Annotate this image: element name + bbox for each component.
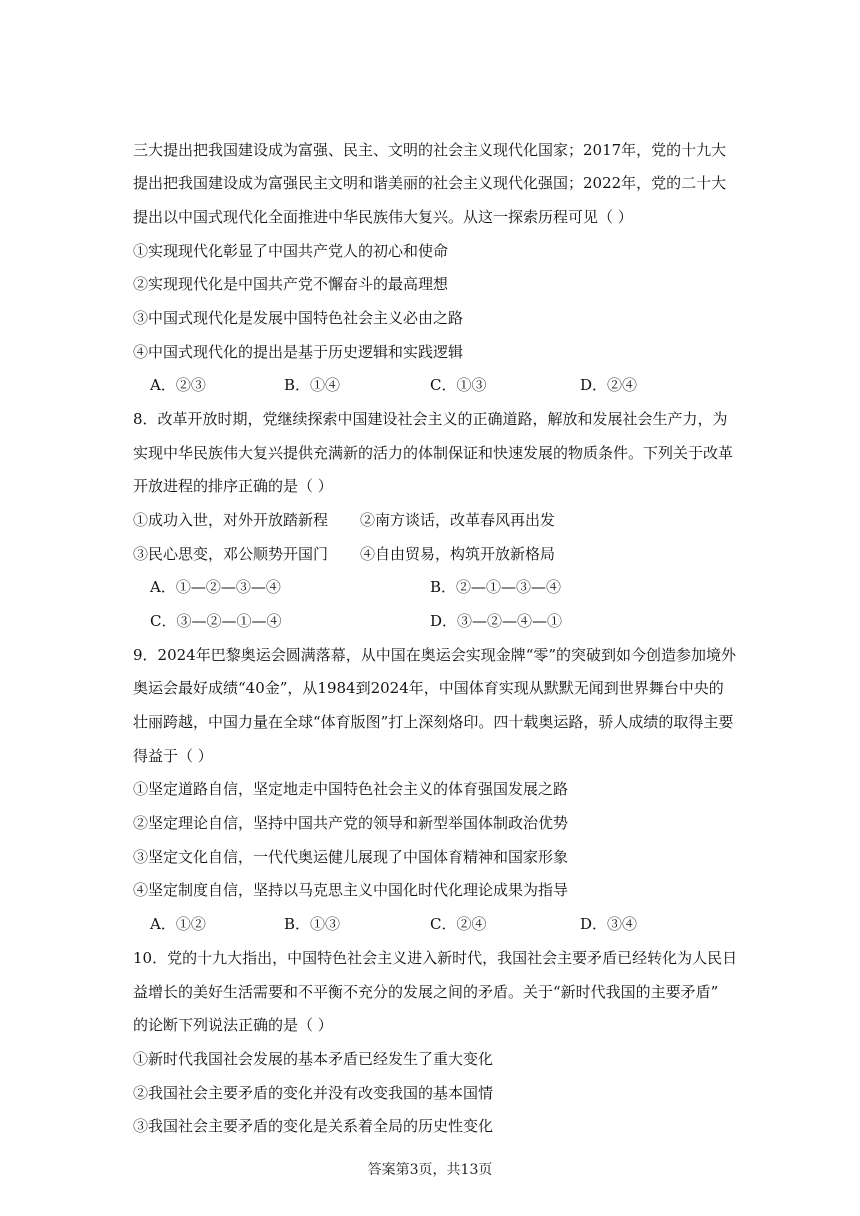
q7-stem-line-1: 三大提出把我国建设成为富强、民主、文明的社会主义现代化国家；2017年，党的十九大 (133, 141, 727, 159)
q7-option-a[interactable]: A．②③ (150, 376, 206, 394)
q9-stem-line-1: 9．2024年巴黎奥运会圆满落幕，从中国在奥运会实现金牌“零”的突破到如今创造参加境外 (133, 646, 737, 664)
q7-statement-1: ①实现现代化彰显了中国共产党人的初心和使命 (133, 242, 449, 260)
q8-statement-1: ①成功入世，对外开放踏新程 (133, 511, 329, 529)
q8-statements-row-1 (133, 510, 733, 530)
q7-stem-line-3: 提出以中国式现代化全面推进中华民族伟大复兴。从这一探索历程可见（ ） (133, 208, 633, 226)
q8-statement-2: ②南方谈话，改革春风再出发 (360, 511, 556, 529)
q10-statement-3: ③我国社会主要矛盾的变化是关系着全局的历史性变化 (133, 1117, 494, 1135)
q10-stem-line-1: 10．党的十九大指出，中国特色社会主义进入新时代，我国社会主要矛盾已经转化为人民日 (133, 949, 738, 967)
q7-option-d[interactable]: D．②④ (580, 376, 638, 394)
q9-stem-line-2: 奥运会最好成绩“40金”，从1984到2024年，中国体育实现从默默无闻到世界舞台中央的 (133, 679, 724, 697)
q8-options-row-2 (150, 611, 730, 631)
q9-stem-line-3: 壮丽跨越，中国力量在全球“体育版图”打上深刻烙印。四十载奥运路，骄人成绩的取得主要 (133, 713, 734, 731)
q10-statement-1: ①新时代我国社会发展的基本矛盾已经发生了重大变化 (133, 1050, 494, 1068)
q9-option-a[interactable]: A．①② (150, 915, 206, 933)
q9-stem-line-4: 得益于（ ） (133, 747, 213, 765)
q9-option-d[interactable]: D．③④ (580, 915, 638, 933)
q8-option-a[interactable]: A．①—②—③—④ (150, 578, 281, 596)
q10-stem-line-2: 益增长的美好生活需要和不平衡不充分的发展之间的矛盾。关于“新时代我国的主要矛盾” (133, 983, 719, 1001)
q8-statements-row-2 (133, 544, 733, 564)
q8-options-row-1 (150, 577, 730, 597)
q9-statement-2: ②坚定理论自信，坚持中国共产党的领导和新型举国体制政治优势 (133, 814, 569, 832)
q8-option-c[interactable]: C．③—②—①—④ (150, 612, 282, 630)
q8-option-d[interactable]: D．③—②—④—① (430, 612, 563, 630)
q8-stem-line-2: 实现中华民族伟大复兴提供充满新的活力的体制保证和快速发展的物质条件。下列关于改革 (133, 444, 734, 462)
q7-statement-3: ③中国式现代化是发展中国特色社会主义必由之路 (133, 309, 464, 327)
q9-statement-4: ④坚定制度自信，坚持以马克思主义中国化时代化理论成果为指导 (133, 881, 569, 899)
q8-stem-line-1: 8．改革开放时期，党继续探索中国建设社会主义的正确道路，解放和发展社会生产力，为 (133, 410, 728, 428)
q8-stem-line-3: 开放进程的排序正确的是（ ） (133, 477, 333, 495)
q9-option-b[interactable]: B．①③ (284, 915, 341, 933)
q7-option-b[interactable]: B．①④ (284, 376, 341, 394)
q9-statement-3: ③坚定文化自信，一代代奥运健儿展现了中国体育精神和国家形象 (133, 848, 569, 866)
q8-statement-4: ④自由贸易，构筑开放新格局 (360, 545, 556, 563)
q7-stem-line-2: 提出把我国建设成为富强民主文明和谐美丽的社会主义现代化强国；2022年，党的二十大 (133, 174, 727, 192)
q7-options (150, 375, 730, 395)
q9-options (150, 914, 730, 934)
q7-statement-2: ②实现现代化是中国共产党不懈奋斗的最高理想 (133, 275, 449, 293)
q10-statement-2: ②我国社会主要矛盾的变化并没有改变我国的基本国情 (133, 1084, 494, 1102)
q10-stem-line-3: 的论断下列说法正确的是（ ） (133, 1016, 333, 1034)
q9-option-c[interactable]: C．②④ (430, 915, 487, 933)
q7-option-c[interactable]: C．①③ (430, 376, 487, 394)
q7-statement-4: ④中国式现代化的提出是基于历史逻辑和实践逻辑 (133, 343, 464, 361)
q9-statement-1: ①坚定道路自信，坚定地走中国特色社会主义的体育强国发展之路 (133, 780, 569, 798)
page-footer: 答案第3页，共13页 (367, 1162, 493, 1178)
q8-statement-3: ③民心思变，邓公顺势开国门 (133, 545, 329, 563)
q8-option-b[interactable]: B．②—①—③—④ (430, 578, 562, 596)
